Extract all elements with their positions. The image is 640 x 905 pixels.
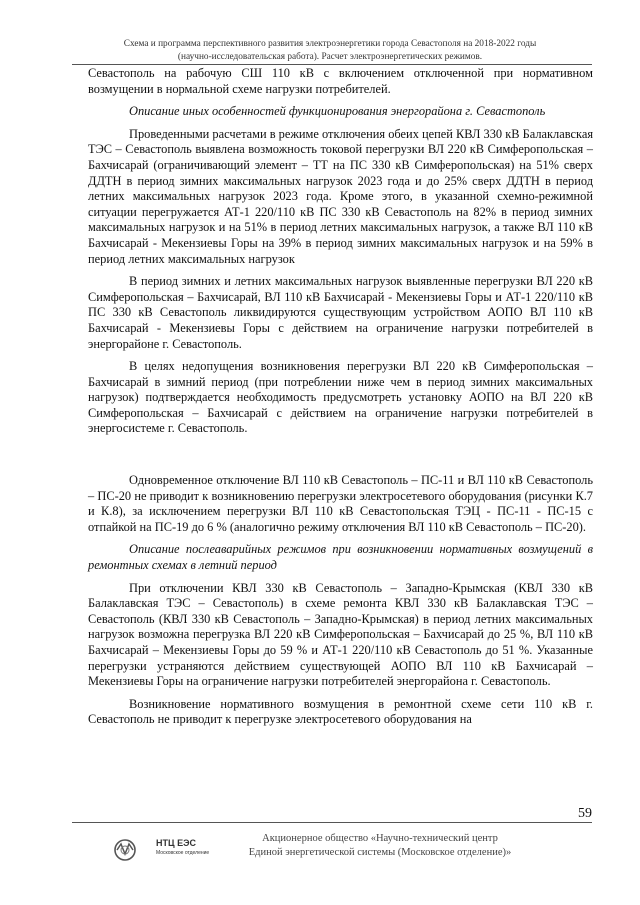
header-line-1: Схема и программа перспективного развития электроэнергетики города Севастополя на 2018-2022 годы bbox=[123, 39, 537, 49]
running-header bbox=[70, 38, 590, 63]
section-heading-features: Описание иных особенностей функционирования энергорайона г. Севастополь bbox=[129, 104, 546, 119]
paragraph-simultaneous-outage: Одновременное отключение ВЛ 110 кВ Севастополь – ПС-11 и ВЛ 110 кВ Севастополь – ПС-20 не приводит к возникновению перегрузки электросетевого оборудования (рисунки К.7 и К.8), за исключением перегрузки ВЛ 110 кВ Севастопольская ТЭЦ - ПС-11 - ПС-15 с отпайкой на ПС-19 до 6 % (аналогично режиму отключения ВЛ 110 кВ Севастополь – ПС-20). bbox=[88, 473, 593, 534]
footer-line-1: Акционерное общество «Научно-технический центр bbox=[262, 833, 498, 844]
logo-title: НТЦ ЕЭС bbox=[156, 838, 196, 848]
page-number: 59 bbox=[578, 806, 592, 821]
footer-rule bbox=[72, 822, 592, 823]
paragraph-overload-analysis: Проведенными расчетами в режиме отключения обеих цепей КВЛ 330 кВ Балаклавская ТЭС – Севастополь выявлена возможность токовой перегрузки ВЛ 220 кВ Симферопольская – Бахчисарай (ограничивающий элемент – ТТ на ПС 330 кВ Симферопольская) на 51% сверх ДДТН в период зимних максимальных нагрузок 2023 года и до 25% сверх ДДТН в период летних максимальных нагрузок 2023 года. Кроме этого, в указанной схемно-режимной ситуации перегружается АТ-1 220/110 кВ ПС 330 кВ Севастополь на 82% в период зимних максимальных нагрузок и на 51% в период летних максимальных нагрузок, а также ВЛ 110 кВ Бахчисарай - Мекензиевы Горы на 39% в период зимних максимальных нагрузок и на 59% в период летних максимальных нагрузок bbox=[88, 126, 594, 266]
header-rule bbox=[72, 64, 592, 65]
paragraph-repair-scheme: При отключении КВЛ 330 кВ Севастополь – Западно-Крымская (КВЛ 330 кВ Балаклавская ТЭС – Севастополь) в схеме ремонта КВЛ 330 кВ Балаклавская ТЭС – Севастополь (КВЛ 330 кВ Севастополь – Западно-Крымская) в период летних максимальных нагрузок возможна перегрузка ВЛ 220 кВ Симферопольская – Бахчисарай до 25 %, ВЛ 110 кВ Бахчисарай – Мекензиевы Горы до 59 % и АТ-1 220/110 кВ Севастополь до 51 %. Указанные перегрузки устраняются действием существующей АОПО ВЛ 110 кВ Бахчисарай – Мекензиевы Горы на ограничение нагрузки потребителей энергорайона г. Севастополь. bbox=[88, 580, 593, 689]
logo-subtitle: Московское отделение bbox=[156, 850, 210, 856]
paragraph-continuation: Севастополь на рабочую СШ 110 кВ с включением отключенной при нормативном возмущении в нормальной схеме нагрузки потребителей. bbox=[88, 66, 593, 96]
footer-line-2: Единой энергетической системы (Московское отделение)» bbox=[248, 846, 512, 858]
paragraph-aopo-new: В целях недопущения возникновения перегрузки ВЛ 220 кВ Симферопольская – Бахчисарай в зимний период (при потреблении ниже чем в период зимних максимальных нагрузок) подтверждается необходимость предусмотреть установку АОПО на ВЛ 220 кВ Симферопольская – Бахчисарай с действием на ограничение нагрузки потребителей в энергосистеме г. Севастополь. bbox=[88, 359, 593, 436]
footer-organization bbox=[200, 832, 560, 859]
company-logo-icon bbox=[110, 832, 156, 876]
paragraph-aopo-existing: В период зимних и летних максимальных нагрузок выявленные перегрузки ВЛ 220 кВ Симферопольская – Бахчисарай, ВЛ 110 кВ Бахчисарай - Мекензиевы Горы и АТ-1 220/110 кВ ПС 330 кВ Севастополь ликвидируются существующим устройством АОПО ВЛ 110 кВ Бахчисарай - Мекензиевы Горы с действием на ограничение нагрузки потребителей в энергорайоне г. Севастополь. bbox=[88, 274, 593, 351]
paragraph-normative-disturbance: Возникновение нормативного возмущения в ремонтной схеме сети 110 кВ г. Севастополь не приводит к перегрузке электросетевого оборудования на bbox=[88, 696, 593, 727]
header-line-2: (научно-исследовательская работа). Расчет электроэнергетических режимов. bbox=[177, 51, 483, 62]
body-text bbox=[88, 66, 593, 728]
section-heading-postemergency: Описание послеаварийных режимов при возникновении нормативных возмущений в ремонтных схемах в летний период bbox=[88, 542, 593, 573]
